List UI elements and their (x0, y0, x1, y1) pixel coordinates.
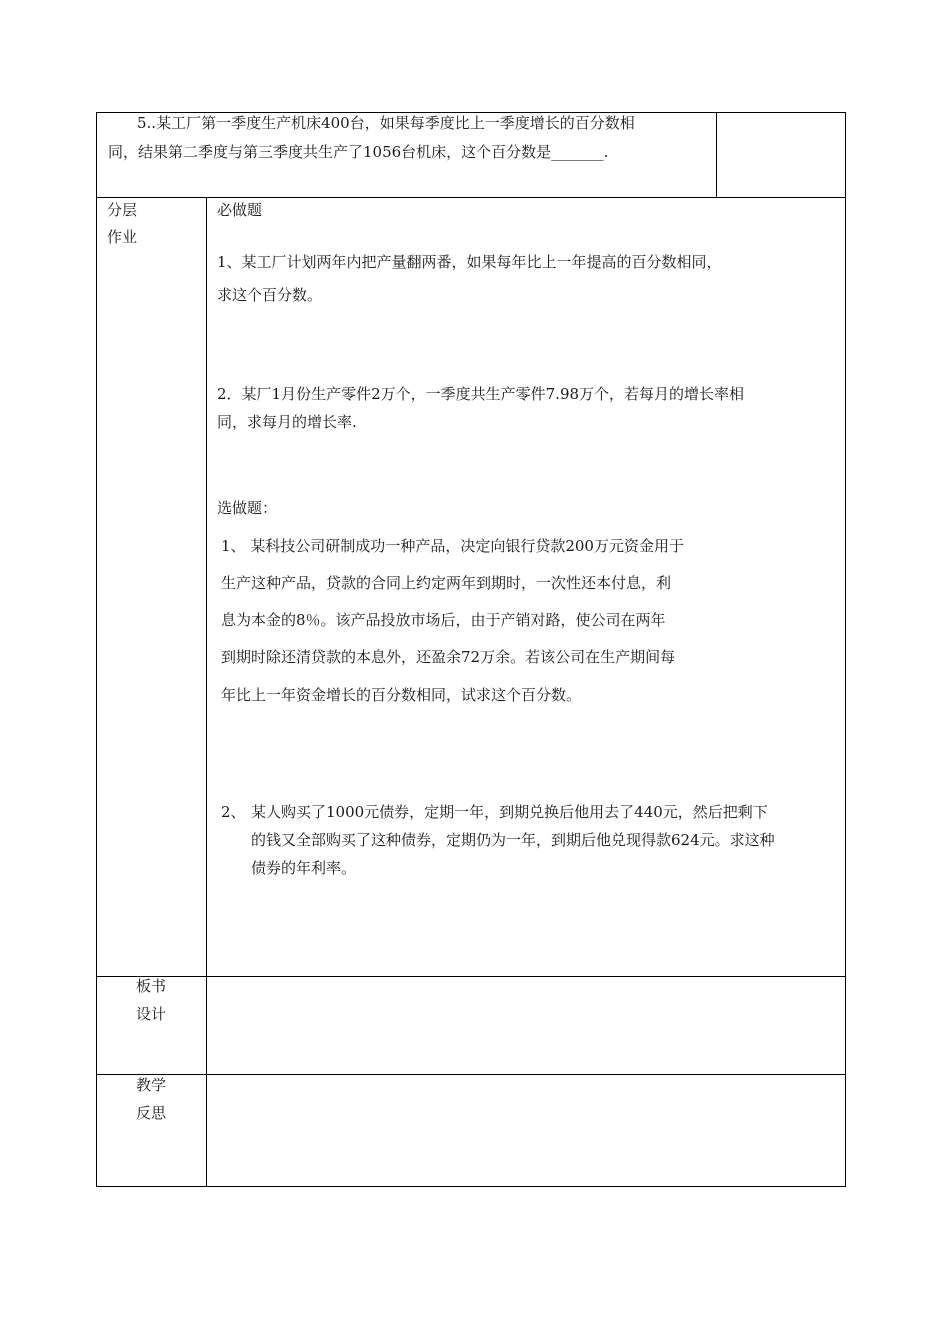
homework-label-line-1: 分层 (107, 201, 138, 219)
optional-1-line-1: 1、 某科技公司研制成功一种产品，决定向银行贷款200万元资金用于 (221, 537, 684, 555)
table-row-divider (96, 1074, 846, 1075)
optional-1-line-5: 年比上一年资金增长的百分数相同，试求这个百分数。 (221, 686, 582, 704)
required-2-line-1: 2．某厂1月份生产零件2万个，一季度共生产零件7.98万个，若每月的增长率相 (217, 385, 745, 403)
table-row-divider (96, 976, 846, 977)
reflection-label-line-2: 反思 (136, 1104, 167, 1122)
table-left-border (96, 112, 97, 1187)
optional-2-line-3: 债券的年利率。 (251, 859, 357, 877)
required-2-line-2: 同，求每月的增长率. (217, 413, 357, 431)
optional-2-number: 2、 (221, 803, 246, 821)
optional-2-line-2: 的钱又全部购买了这种债券，定期仍为一年，到期后他兑现得款624元。求这种 (251, 831, 775, 849)
table-bottom-border (96, 1186, 846, 1187)
table-label-column-divider (206, 197, 207, 1187)
optional-2-line-1: 某人购买了1000元债券，定期一年，到期兑换后他用去了440元，然后把剩下 (251, 803, 768, 821)
q5-line-2: 同，结果第二季度与第三季度共生产了1056台机床，这个百分数是_______. (108, 143, 609, 161)
optional-heading: 选做题： (217, 499, 278, 517)
table-row-divider (96, 197, 846, 198)
required-heading: 必做题 (217, 201, 263, 219)
required-1-line-1: 1、某工厂计划两年内把产量翻两番，如果每年比上一年提高的百分数相同， (217, 253, 722, 271)
optional-1-line-3: 息为本金的8％。该产品投放市场后，由于产销对路，使公司在两年 (221, 611, 666, 629)
optional-1-line-2: 生产这种产品，贷款的合同上约定两年到期时，一次性还本付息，利 (221, 574, 672, 592)
homework-label-line-2: 作业 (107, 228, 138, 246)
board-label-line-1: 板书 (136, 977, 167, 995)
q5-line-1: 5..某工厂第一季度生产机床400台，如果每季度比上一季度增长的百分数相 (137, 114, 635, 132)
table-top-border (96, 112, 846, 113)
optional-1-line-4: 到期时除还清贷款的本息外，还盈余72万余。若该公司在生产期间每 (221, 648, 676, 666)
table-right-border (845, 112, 846, 1187)
table-inner-column-top (716, 112, 717, 198)
reflection-label-line-1: 教学 (136, 1076, 167, 1094)
required-1-line-2: 求这个百分数。 (217, 286, 323, 304)
board-label-line-2: 设计 (136, 1005, 167, 1023)
